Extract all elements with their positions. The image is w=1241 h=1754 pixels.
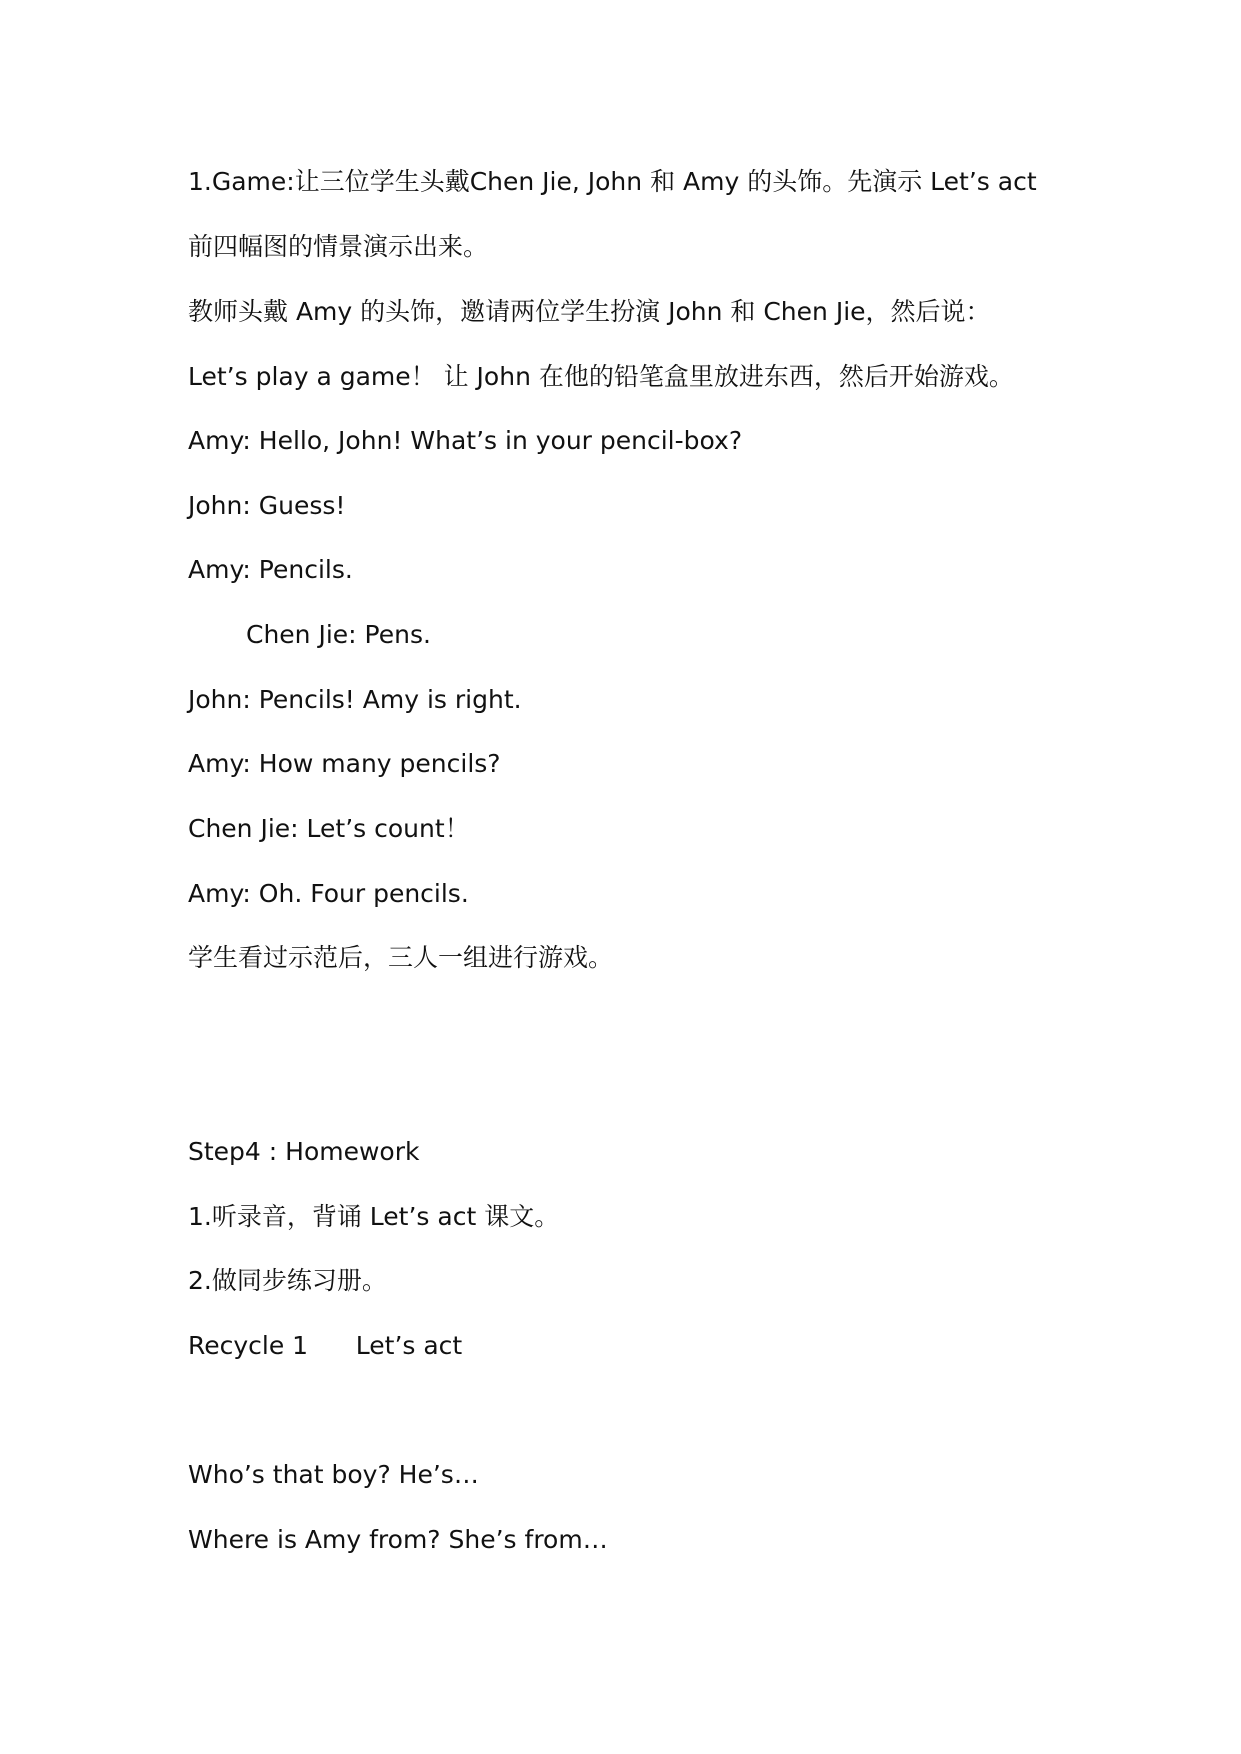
dialogue-line-5: John: Pencils! Amy is right. <box>188 685 522 714</box>
question-line-1: Who’s that boy? He’s… <box>188 1460 479 1489</box>
dialogue-line-8: Amy: Oh. Four pencils. <box>188 879 469 908</box>
dialogue-line-3: Amy: Pencils. <box>188 555 353 584</box>
group-activity-line: 学生看过示范后，三人一组进行游戏。 <box>188 943 614 972</box>
dialogue-line-2: John: Guess! <box>188 491 346 520</box>
dialogue-line-4: Chen Jie: Pens. <box>246 620 431 649</box>
recycle-title: Recycle 1 Let’s act <box>188 1331 463 1360</box>
homework-item-1: 1.听录音，背诵 Let’s act 课文。 <box>188 1202 560 1231</box>
question-line-2: Where is Amy from? She’s from… <box>188 1525 608 1554</box>
homework-heading: Step4 : Homework <box>188 1137 420 1166</box>
dialogue-line-1: Amy: Hello, John! What’s in your pencil-box? <box>188 426 743 455</box>
teacher-instruction-line-1: 教师头戴 Amy 的头饰，邀请两位学生扮演 John 和 Chen Jie，然后说： <box>188 297 991 326</box>
dialogue-line-7: Chen Jie: Let’s count！ <box>188 814 470 843</box>
dialogue-line-6: Amy: How many pencils? <box>188 749 501 778</box>
game-instruction-line-1: 1.Game:让三位学生头戴Chen Jie, John 和 Amy 的头饰。先演示 Let’s act <box>188 167 1037 196</box>
homework-item-2: 2.做同步练习册。 <box>188 1266 387 1295</box>
teacher-instruction-line-2: Let’s play a game！ 让 John 在他的铅笔盒里放进东西，然后开始游戏。 <box>188 362 1014 391</box>
game-instruction-line-2: 前四幅图的情景演示出来。 <box>188 232 489 261</box>
